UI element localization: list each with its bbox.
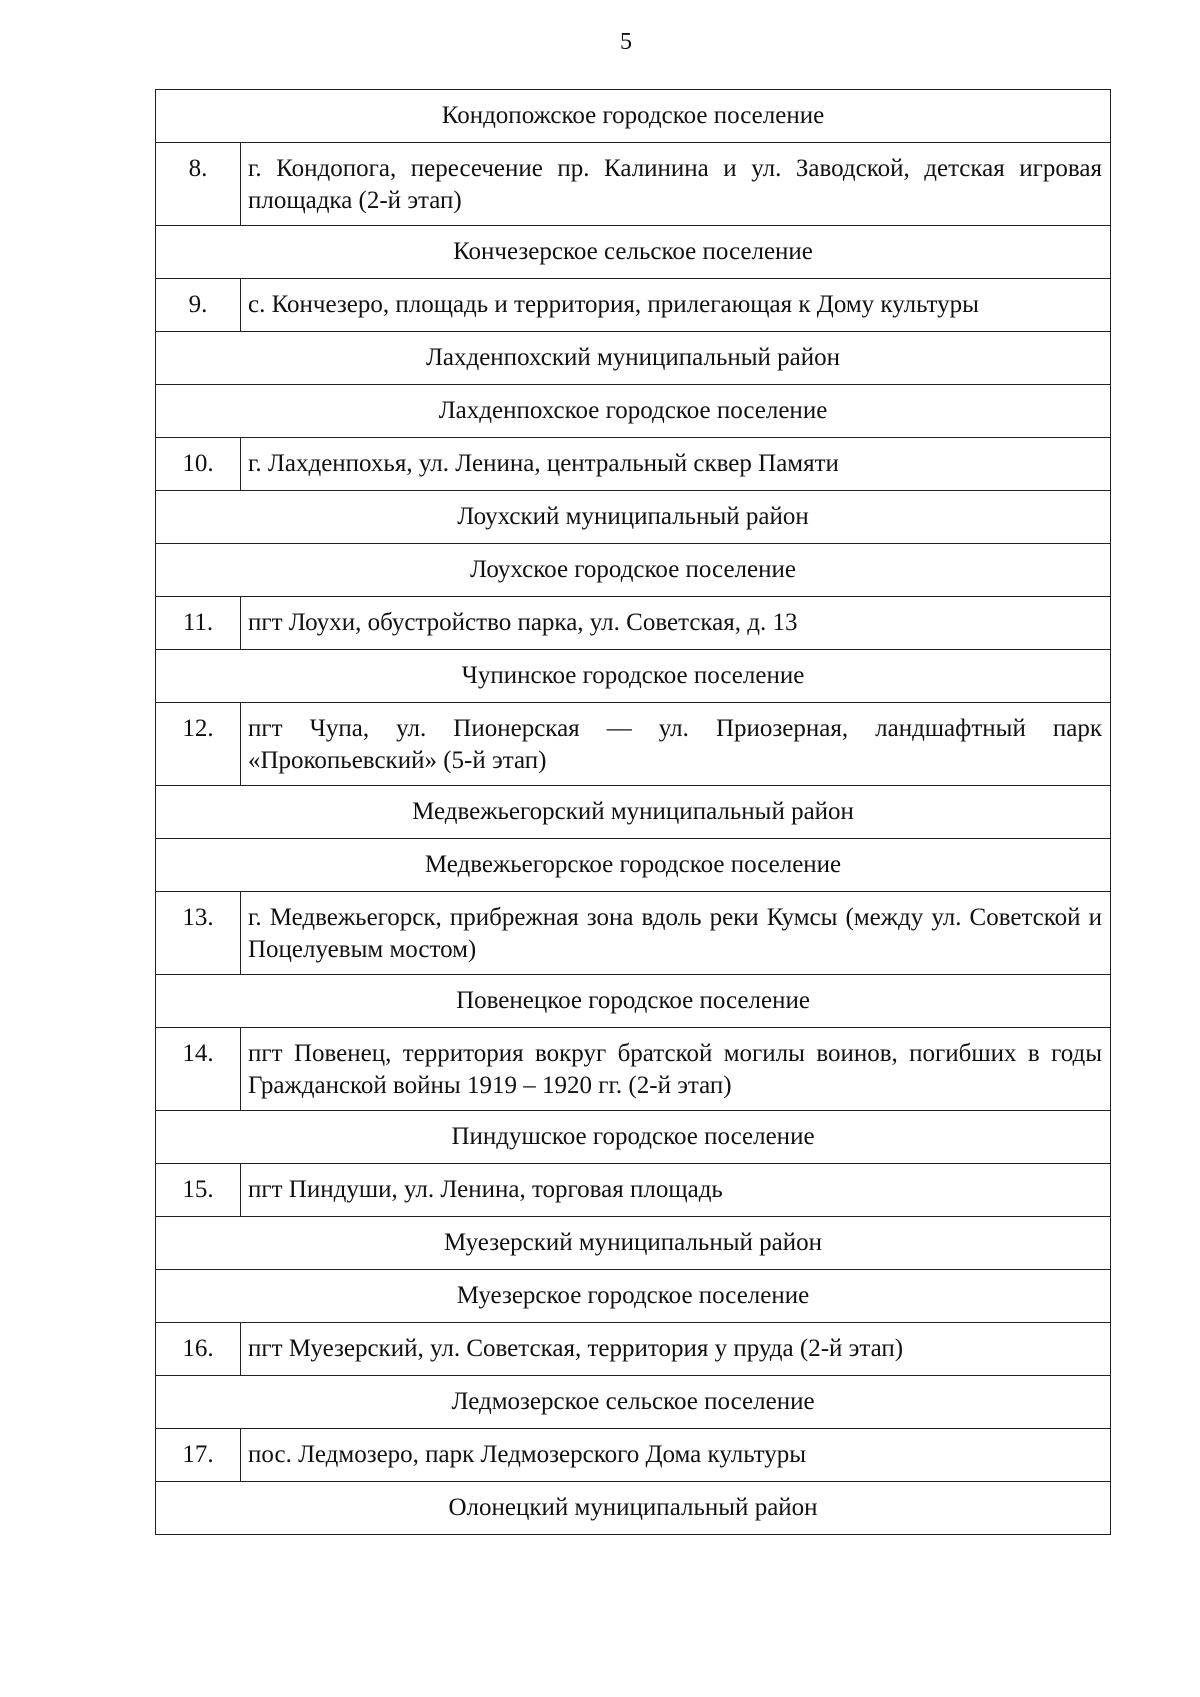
table-row	[156, 143, 1111, 226]
section-header-label: Лоухский муниципальный район	[156, 491, 1111, 544]
row-description: пгт Пиндуши, ул. Ленина, торговая площадь	[241, 1164, 1111, 1217]
section-header-label: Лоухское городское поселение	[156, 544, 1111, 597]
section-header-label: Пиндушское городское поселение	[156, 1111, 1111, 1164]
row-number: 15.	[156, 1164, 241, 1217]
row-number: 8.	[156, 143, 241, 226]
section-header-label: Кондопожское городское поселение	[156, 90, 1111, 143]
section-header-row	[156, 491, 1111, 544]
row-number: 9.	[156, 279, 241, 332]
section-header-row	[156, 544, 1111, 597]
row-number: 10.	[156, 438, 241, 491]
section-header-row	[156, 839, 1111, 892]
section-header-row	[156, 226, 1111, 279]
section-header-label: Ледмозерское сельское поселение	[156, 1376, 1111, 1429]
row-description: с. Кончезеро, площадь и территория, прилегающая к Дому культуры	[241, 279, 1111, 332]
row-description: пгт Повенец, территория вокруг братской могилы воинов, погибших в годы Гражданской войны 1919 – 1920 гг. (2-й этап)	[241, 1028, 1111, 1111]
territory-table	[155, 89, 1111, 1535]
section-header-label: Медвежьегорское городское поселение	[156, 839, 1111, 892]
row-number: 14.	[156, 1028, 241, 1111]
section-header-row	[156, 1376, 1111, 1429]
section-header-row	[156, 1111, 1111, 1164]
table-row	[156, 1028, 1111, 1111]
section-header-row	[156, 975, 1111, 1028]
section-header-label: Повенецкое городское поселение	[156, 975, 1111, 1028]
row-description: г. Медвежьегорск, прибрежная зона вдоль реки Кумсы (между ул. Советской и Поцелуевым мостом)	[241, 892, 1111, 975]
section-header-row	[156, 650, 1111, 703]
section-header-label: Чупинское городское поселение	[156, 650, 1111, 703]
row-description: г. Кондопога, пересечение пр. Калинина и ул. Заводской, детская игровая площадка (2-й этап)	[241, 143, 1111, 226]
section-header-label: Лахденпохское городское поселение	[156, 385, 1111, 438]
row-description: пос. Ледмозеро, парк Ледмозерского Дома культуры	[241, 1429, 1111, 1482]
table-row	[156, 1323, 1111, 1376]
row-description: г. Лахденпохья, ул. Ленина, центральный сквер Памяти	[241, 438, 1111, 491]
section-header-label: Медвежьегорский муниципальный район	[156, 786, 1111, 839]
table-row	[156, 1429, 1111, 1482]
section-header-label: Муезерское городское поселение	[156, 1270, 1111, 1323]
row-description: пгт Чупа, ул. Пионерская — ул. Приозерная, ландшафтный парк «Прокопьевский» (5-й этап)	[241, 703, 1111, 786]
section-header-label: Кончезерское сельское поселение	[156, 226, 1111, 279]
row-number: 13.	[156, 892, 241, 975]
section-header-row	[156, 1482, 1111, 1535]
table-row	[156, 279, 1111, 332]
row-number: 11.	[156, 597, 241, 650]
row-number: 12.	[156, 703, 241, 786]
row-number: 17.	[156, 1429, 241, 1482]
table-body	[156, 90, 1111, 1535]
section-header-row	[156, 385, 1111, 438]
section-header-row	[156, 786, 1111, 839]
page-number: 5	[620, 29, 632, 55]
table-row	[156, 438, 1111, 491]
section-header-row	[156, 1217, 1111, 1270]
row-description: пгт Муезерский, ул. Советская, территория у пруда (2-й этап)	[241, 1323, 1111, 1376]
table-row	[156, 1164, 1111, 1217]
section-header-row	[156, 90, 1111, 143]
section-header-label: Муезерский муниципальный район	[156, 1217, 1111, 1270]
section-header-row	[156, 332, 1111, 385]
section-header-label: Олонецкий муниципальный район	[156, 1482, 1111, 1535]
section-header-label: Лахденпохский муниципальный район	[156, 332, 1111, 385]
row-description: пгт Лоухи, обустройство парка, ул. Советская, д. 13	[241, 597, 1111, 650]
table-row	[156, 597, 1111, 650]
table-row	[156, 703, 1111, 786]
section-header-row	[156, 1270, 1111, 1323]
table-row	[156, 892, 1111, 975]
row-number: 16.	[156, 1323, 241, 1376]
